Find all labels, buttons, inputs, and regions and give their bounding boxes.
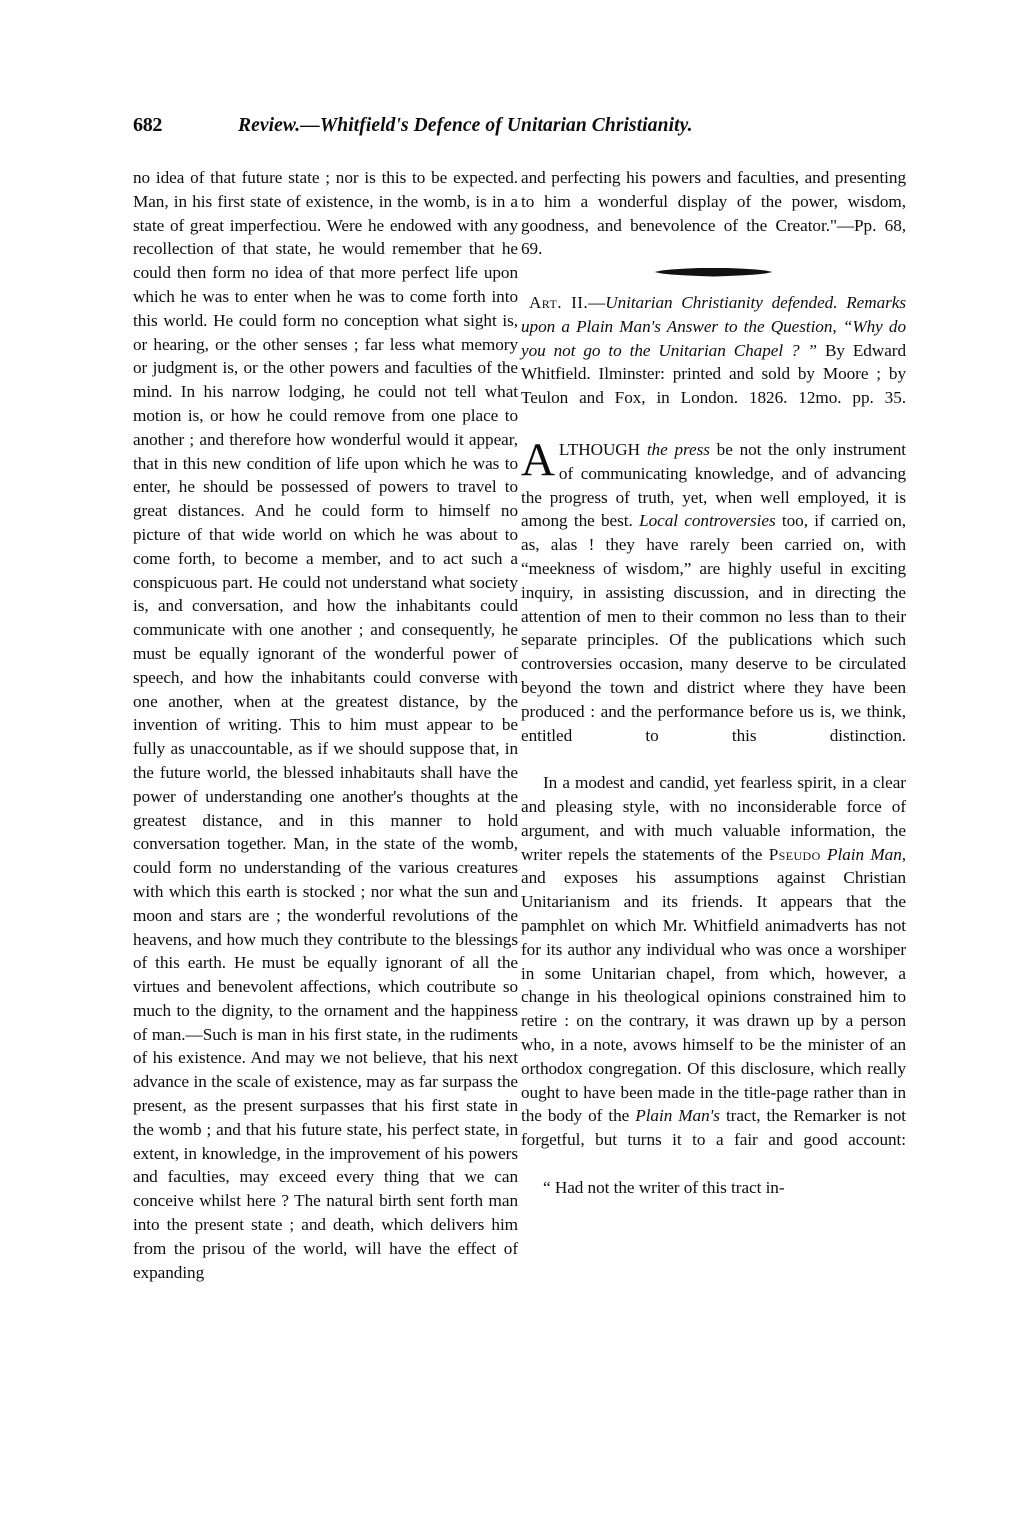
quotation-start-paragraph: “ Had not the writer of this tract in- [543,1177,785,1197]
drop-cap: A [521,434,555,486]
opening-caps-run: LTHOUGH [558,440,647,459]
opening-text-2: too, if carried on, as, alas ! they have rarely been carried on, with “meekness of wisdom,” are highly useful in exciting inquiry, in assisting discussion, and in directing the attention of men to their common no less than to their separate principles. Of the publications which such controversies occasion, many deserve to be circulated beyond the town and district where they have been produced : and the performance before us is, we think, entitled to this distinction. [521,511,906,745]
second-text-2: , and exposes his assumptions against Christian Unitarianism and its friends. It appears that the pamphlet on which Mr. Whitfield animadverts has not for its author any individual who was once a worshiper in some Unitarian chapel, from which, however, a change in his theological opinions constrained him to retire : on the contrary, it was drawn up by a person who, in a note, avows himself to be the minister of an orthodox congregation. Of this disclosure, which really ought to have been made in the title-page rather than in the body of the [521,844,906,1126]
lens-rule-icon [655,268,773,277]
second-paragraph [521,771,906,1176]
opening-paragraph [521,434,906,771]
article-label: Art. II. [529,293,589,312]
running-head-title: Review.—Whitfield's Defence of Unitarian Christianity. [238,115,693,136]
plain-man-italic: Plain Man [820,844,902,864]
plain-mans-italic: Plain Man's [635,1106,720,1126]
running-head [133,114,893,144]
page-number: 682 [133,114,163,136]
opening-italic-press: the press [646,440,710,459]
article-heading-dash: — [588,293,606,312]
right-column-quote-continued [521,166,906,261]
quote-continuation-paragraph: and perfecting his powers and faculties, and presenting to him a wonderful display of the power, wisdom, goodness, and benevolence of the Creator."—Pp. 68, 69. [521,168,906,259]
opening-italic-local-controversies: Local controversies [639,511,776,531]
second-text-1: In a modest and candid, yet fearless spirit, in a clear and pleasing style, with no inconsiderable force of argument, and with much valuable information, the writer repels the statements of the [521,773,906,864]
opening-text-1: be not the only instrument of communicating knowledge, and of advancing the progress of truth, yet, when well employed, it is among the best. [521,440,906,531]
article-title: Unitarian Christianity defended. Remarks upon a Plain Man's Answer to the Question, “Why do you not go to the Unitarian Chapel ? ” [521,293,906,360]
pseudo-smallcaps: Pseudo [768,844,821,864]
article-heading [521,291,906,434]
left-column-paragraph: no idea of that future state ; nor is this to be expected. Man, in his first state of existence, in the womb, is in a state of great imperfectiou. Were he endowed with any recollection of that state, he would remember that he could then form no idea of that more perfect life upon which he was to enter when he was to come forth into this world. He could form no conception what sight is, or hearing, or the other senses ; far less what memory or judgment is, or the other powers and faculties of the mind. In his narrow lodging, he could not tell what motion is, or how he could remove from one place to another ; and therefore how wonderful would it appear, that in this new condition of life upon which he was to enter, he should be possessed of powers to travel to great distances. And he could form to himself no picture of that wide world on which he was about to come forth, to become a member, and to act such a conspicuous part. He could not understand what society is, and conversation, and how the inhabitants could communicate with one another ; and consequently, he must be equally ignorant of the wonderful power of speech, and how the inhabitants could converse with one another, when at the greatest distance, by the invention of writing. This to him must appear to be fully as unaccountable, as if we should suppose that, in the future world, the blessed inhabitauts shall have the power of understanding one another's thoughts at the greatest distance, and in this manner to hold conversation together. Man, in the state of the womb, could form no understanding of the various creatures with which this earth is stocked ; nor what the sun and moon and stars are ; the wonderful revolutions of the heavens, and how much they contribute to the blessings of this earth. He must be equally ignorant of all the virtues and benevolent affections, which coutribute so much to the dignity, to the ornament and the happiness of man.—Such is man in his first state, in the rudiments of his existence. And may we not believe, that his next advance in the scale of existence, may as far surpass the present, as the present surpasses that his first state in the womb ; and that his future state, his perfect state, in extent, in knowledge, in the improvement of his powers and faculties, may exceed every thing that we can conceive whilst here ? The natural birth sent forth man into the present state ; and death, which delivers him from the prisou of the world, will have the effect of expanding [133,168,518,1282]
article-imprint: By Edward Whitfield. Ilminster: printed and sold by Moore ; by Teulon and Fox, in London. 1826. 12mo. pp. 35. [521,340,906,408]
left-column [133,166,518,1308]
ornament-divider [521,262,906,282]
article-body [521,434,907,1200]
second-text-3: tract, the Remarker is not forgetful, but turns it to a fair and good account: [521,1106,907,1150]
